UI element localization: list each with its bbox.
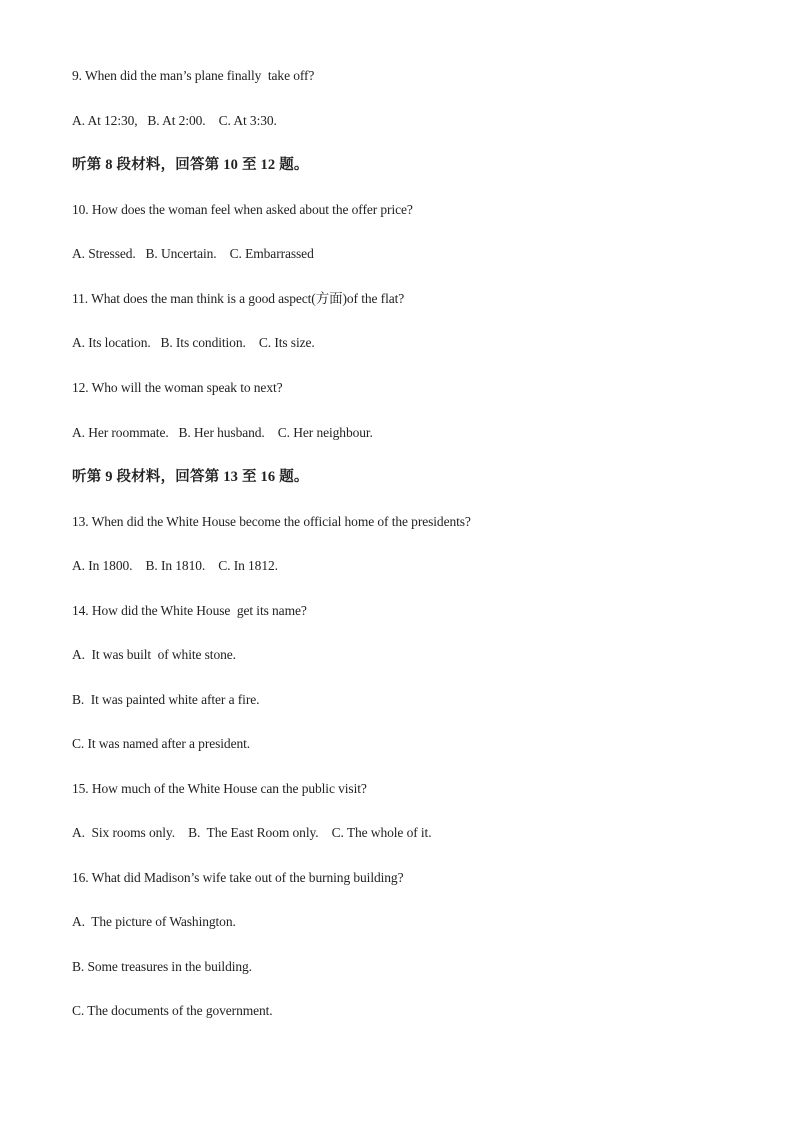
question-11: 11. What does the man think is a good aspect(方面)of the flat? bbox=[72, 291, 405, 306]
section-heading-8: 听第 8 段材料，回答第 10 至 12 题。 bbox=[72, 157, 309, 173]
option-16-a: A. The picture of Washington. bbox=[72, 914, 236, 929]
options-15: A. Six rooms only. B. The East Room only. C. The whole of it. bbox=[72, 825, 432, 840]
option-16-b: B. Some treasures in the building. bbox=[72, 959, 252, 974]
question-16: 16. What did Madison’s wife take out of the burning building? bbox=[72, 870, 404, 885]
section-heading-9: 听第 9 段材料，回答第 13 至 16 题。 bbox=[72, 469, 309, 485]
question-10: 10. How does the woman feel when asked about the offer price? bbox=[72, 202, 413, 217]
option-14-b: B. It was painted white after a fire. bbox=[72, 692, 260, 707]
options-10: A. Stressed. B. Uncertain. C. Embarrassed bbox=[72, 246, 314, 261]
option-14-c: C. It was named after a president. bbox=[72, 736, 251, 751]
question-9: 9. When did the man’s plane finally take off? bbox=[72, 68, 315, 83]
question-13: 13. When did the White House become the official home of the presidents? bbox=[72, 514, 471, 529]
options-9: A. At 12:30, B. At 2:00. C. At 3:30. bbox=[72, 113, 277, 128]
question-15: 15. How much of the White House can the public visit? bbox=[72, 781, 367, 796]
options-12: A. Her roommate. B. Her husband. C. Her neighbour. bbox=[72, 425, 373, 440]
option-16-c: C. The documents of the government. bbox=[72, 1003, 273, 1018]
question-14: 14. How did the White House get its name? bbox=[72, 603, 307, 618]
options-11: A. Its location. B. Its condition. C. Its size. bbox=[72, 335, 315, 350]
option-14-a: A. It was built of white stone. bbox=[72, 647, 236, 662]
question-12: 12. Who will the woman speak to next? bbox=[72, 380, 283, 395]
options-13: A. In 1800. B. In 1810. C. In 1812. bbox=[72, 558, 278, 573]
